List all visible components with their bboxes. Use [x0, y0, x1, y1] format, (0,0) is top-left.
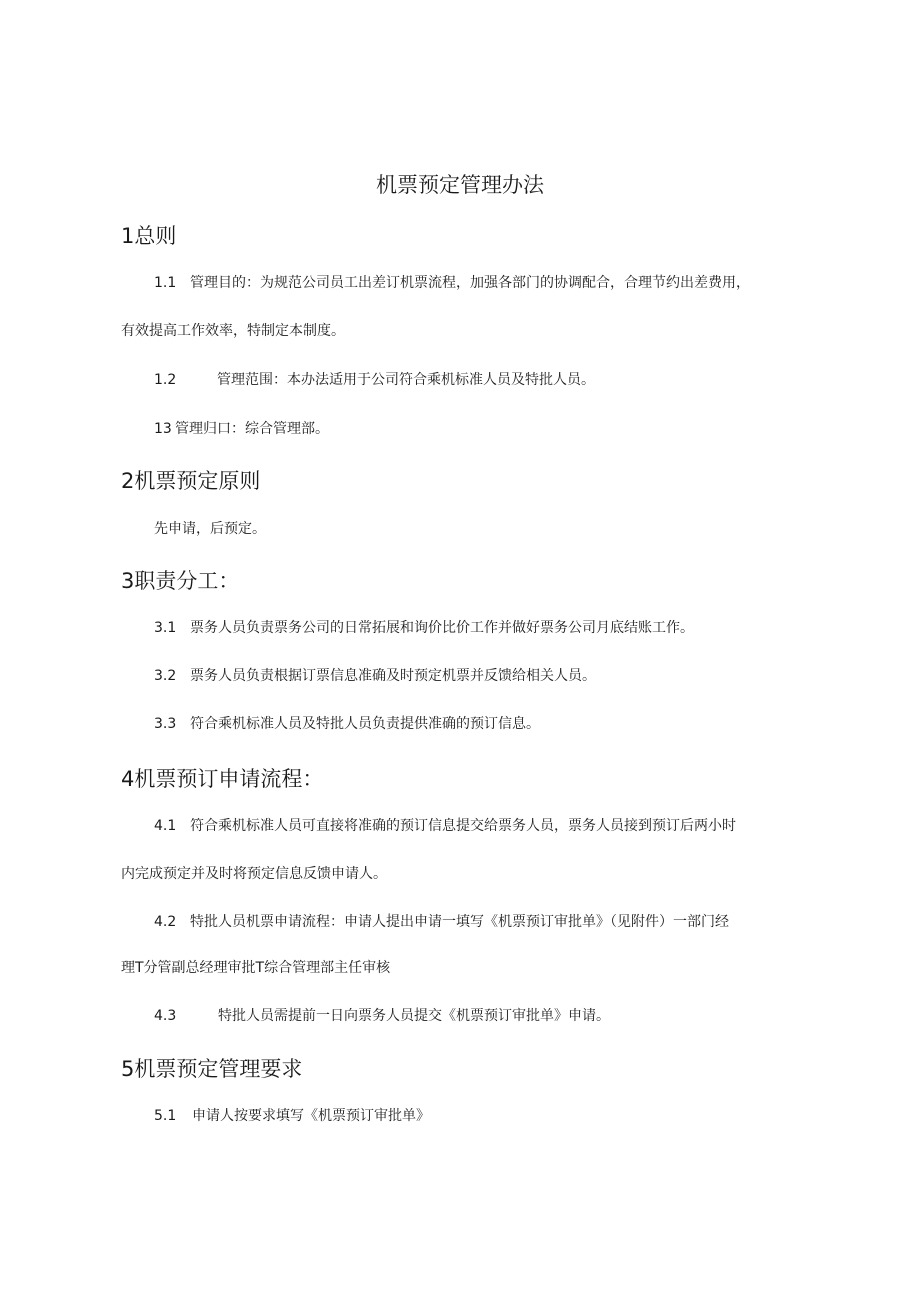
clause-text: 票务人员负责根据订票信息准确及时预定机票并反馈给相关人员。 — [190, 668, 596, 684]
clause-4-1 — [154, 815, 736, 837]
clause-number: 4.1 — [154, 818, 177, 834]
section-heading-4: 4机票预订申请流程： — [121, 767, 324, 791]
clause-text: 票务人员负责票务公司的日常拓展和询价比价工作并做好票务公司月底结账工作。 — [190, 620, 694, 636]
clause-text: 特批人员需提前一日向票务人员提交《机票预订审批单》申请。 — [218, 1008, 610, 1024]
clause-text: 申请人按要求填写《机票预订审批单》 — [192, 1108, 430, 1124]
clause-4-3 — [154, 1005, 610, 1027]
clause-number: 4.2 — [154, 914, 177, 930]
clause-4-1-continuation: 内完成预定并及时将预定信息反馈申请人。 — [121, 866, 387, 882]
clause-number: 3.1 — [154, 620, 177, 636]
clause-text: 符合乘机标准人员可直接将准确的预订信息提交给票务人员，票务人员接到预订后两小时 — [190, 818, 736, 834]
clause-1-1 — [154, 272, 750, 294]
clause-number: 3.3 — [154, 716, 177, 732]
section-heading-2: 2机票预定原则 — [121, 469, 261, 493]
section-heading-1: 1总则 — [121, 224, 177, 248]
clause-4-2 — [154, 911, 729, 933]
clause-3-1 — [154, 617, 694, 639]
clause-number: 1.1 — [154, 275, 177, 291]
clause-1-2 — [154, 369, 595, 391]
clause-5-1 — [154, 1105, 430, 1127]
clause-text: 管理范围：本办法适用于公司符合乘机标准人员及特批人员。 — [217, 372, 595, 388]
clause-text: 管理目的：为规范公司员工出差订机票流程，加强各部门的协调配合，合理节约出差费用， — [190, 275, 750, 291]
clause-text: 管理归口：综合管理部。 — [175, 421, 329, 437]
clause-3-3 — [154, 713, 540, 735]
clause-number: 5.1 — [154, 1108, 177, 1124]
clause-number: 1.2 — [154, 372, 177, 388]
document-title: 机票预定管理办法 — [376, 173, 544, 197]
clause-1-1-continuation: 有效提高工作效率，特制定本制度。 — [121, 323, 345, 339]
clause-1-3 — [154, 418, 329, 440]
clause-text: 符合乘机标准人员及特批人员负责提供准确的预订信息。 — [190, 716, 540, 732]
clause-text: 特批人员机票申请流程：申请人提出申请一填写《机票预订审批单》（见附件）一部门经 — [190, 914, 729, 930]
clause-number: 4.3 — [154, 1008, 177, 1024]
section-heading-5: 5机票预定管理要求 — [121, 1057, 303, 1081]
clause-4-2-continuation: 理T分管副总经理审批T综合管理部主任审核 — [121, 960, 391, 976]
clause-3-2 — [154, 665, 596, 687]
clause-number: 3.2 — [154, 668, 177, 684]
clause-2-text: 先申请，后预定。 — [154, 521, 266, 537]
section-heading-3: 3职责分工： — [121, 569, 240, 593]
clause-number: 13 — [154, 421, 172, 437]
